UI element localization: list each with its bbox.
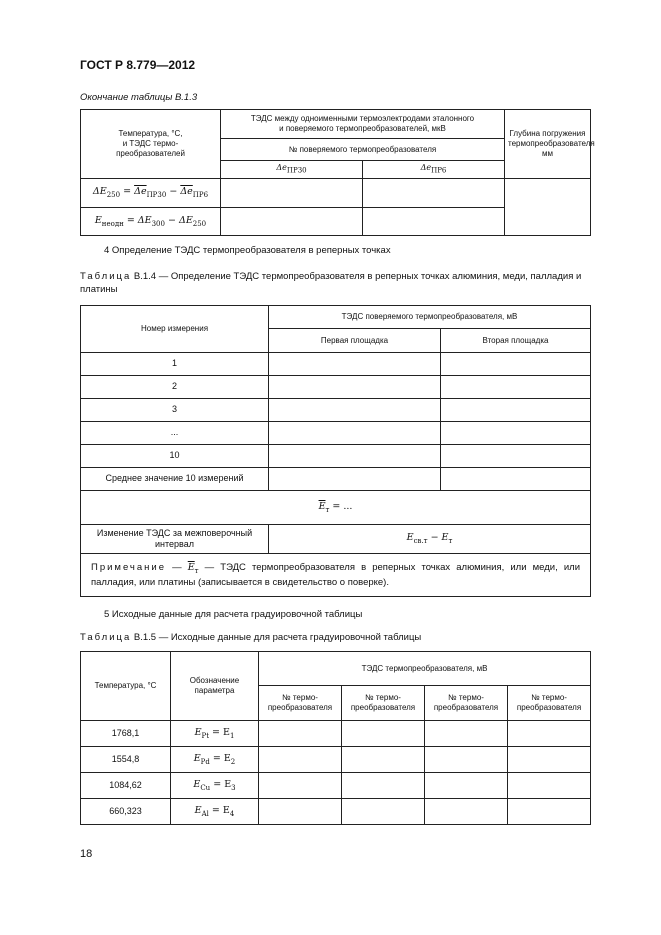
col-tedc-thermocouple: ТЭДС термопреобразователя, мВ [259, 652, 591, 686]
formula-delta-e250: $\Delta E_{250} = \overline{\Delta e}_{ПР30} - \overline{\Delta e}_{ПР6}$ [81, 179, 221, 208]
table-cell [269, 445, 441, 468]
table-cell [508, 747, 591, 773]
table-cell [363, 208, 505, 236]
col-thermocouple-number: № термо- преобразователя [342, 686, 425, 721]
table-cell [425, 721, 508, 747]
measurement-row-label: ... [81, 422, 269, 445]
table-b14 [80, 305, 591, 597]
table-cell [259, 721, 342, 747]
table-b14-note: Примечание — $\overline{E}_т$ — ТЭДС термопреобразователя в реперных точках алюминия, или меди, или палладия, или платины (записывается в свидетельство о поверке). [81, 554, 591, 597]
table-cell [425, 773, 508, 799]
table-cell [342, 773, 425, 799]
table-cell [441, 376, 591, 399]
parameter-formula: $E_{Pt} = E_1$ [171, 721, 259, 747]
temperature-value: 1554,8 [81, 747, 171, 773]
temperature-value: 1768,1 [81, 721, 171, 747]
table-cell [259, 799, 342, 825]
table-cell [269, 399, 441, 422]
table-cell [441, 445, 591, 468]
col-parameter-designation: Обозначение параметра [171, 652, 259, 721]
change-formula: $E_{св.т} - E_т$ [269, 525, 591, 554]
table-cell [508, 721, 591, 747]
table-b15 [80, 651, 591, 825]
table-cell [221, 208, 363, 236]
col-tedc-verified: ТЭДС поверяемого термопреобразователя, мВ [269, 306, 591, 329]
col-thermocouple-number: № термо- преобразователя [259, 686, 342, 721]
col-verified-number: № поверяемого термопреобразователя [221, 139, 505, 161]
table-cell [269, 468, 441, 491]
col-second-plateau: Вторая площадка [441, 329, 591, 353]
col-delta-e-pr30: $\Delta e_{ПР30}$ [221, 161, 363, 179]
change-label: Изменение ТЭДС за межповерочный интервал [81, 525, 269, 554]
temperature-value: 660,323 [81, 799, 171, 825]
table-cell [342, 747, 425, 773]
formula-e-inhomogeneity: $E_{неодн} = \Delta E_{300} - \Delta E_{250}$ [81, 208, 221, 236]
col-tedc-between-electrodes: ТЭДС между одноименными термоэлектродами эталонного и поверяемого термопреобразователей, мкВ [221, 110, 505, 139]
measurement-row-label: 3 [81, 399, 269, 422]
col-thermocouple-number: № термо- преобразователя [425, 686, 508, 721]
table-cell [363, 179, 505, 208]
parameter-formula: $E_{Al} = E_4$ [171, 799, 259, 825]
table-b13-caption: Окончание таблицы В.1.3 [80, 92, 198, 103]
table-cell [269, 376, 441, 399]
table-cell [259, 773, 342, 799]
table-cell [342, 721, 425, 747]
col-temperature: Температура, °С, и ТЭДС термо- преобразователей [81, 110, 221, 179]
standard-header: ГОСТ Р 8.779—2012 [80, 58, 196, 72]
table-cell [425, 799, 508, 825]
table-cell [441, 468, 591, 491]
table-cell [441, 399, 591, 422]
col-first-plateau: Первая площадка [269, 329, 441, 353]
col-thermocouple-number: № термо- преобразователя [508, 686, 591, 721]
table-b13 [80, 109, 595, 236]
table-cell [441, 422, 591, 445]
table-cell [508, 799, 591, 825]
section-4-title: 4 Определение ТЭДС термопреобразователя в реперных точках [104, 245, 391, 256]
col-measurement-number: Номер измерения [81, 306, 269, 353]
table-b14-caption: Таблица В.1.4 — Определение ТЭДС термопреобразователя в реперных точках алюминия, меди, палладия и платины [80, 271, 582, 296]
measurement-row-label: 2 [81, 376, 269, 399]
mean-formula: $\overline{E}_т$ = ... [81, 491, 591, 525]
col-immersion-depth: Глубина погружения термопреобразователя мм [505, 110, 591, 179]
col-temperature: Температура, °С [81, 652, 171, 721]
temperature-value: 1084,62 [81, 773, 171, 799]
section-5-title: 5 Исходные данные для расчета градуировочной таблицы [104, 609, 363, 620]
parameter-formula: $E_{Pd} = E_2$ [171, 747, 259, 773]
table-cell [269, 353, 441, 376]
col-delta-e-pr6: $\Delta e_{ПР6}$ [363, 161, 505, 179]
page-number: 18 [80, 848, 93, 860]
table-cell [221, 179, 363, 208]
table-b15-caption: Таблица В.1.5 — Исходные данные для расчета градуировочной таблицы [80, 632, 422, 643]
measurement-row-label: 10 [81, 445, 269, 468]
measurement-row-label: 1 [81, 353, 269, 376]
parameter-formula: $E_{Cu} = E_3$ [171, 773, 259, 799]
table-cell [269, 422, 441, 445]
table-cell [505, 179, 591, 236]
table-cell [342, 799, 425, 825]
table-cell [259, 747, 342, 773]
table-cell [508, 773, 591, 799]
table-cell [441, 353, 591, 376]
table-cell [425, 747, 508, 773]
mean-label: Среднее значение 10 измерений [81, 468, 269, 491]
